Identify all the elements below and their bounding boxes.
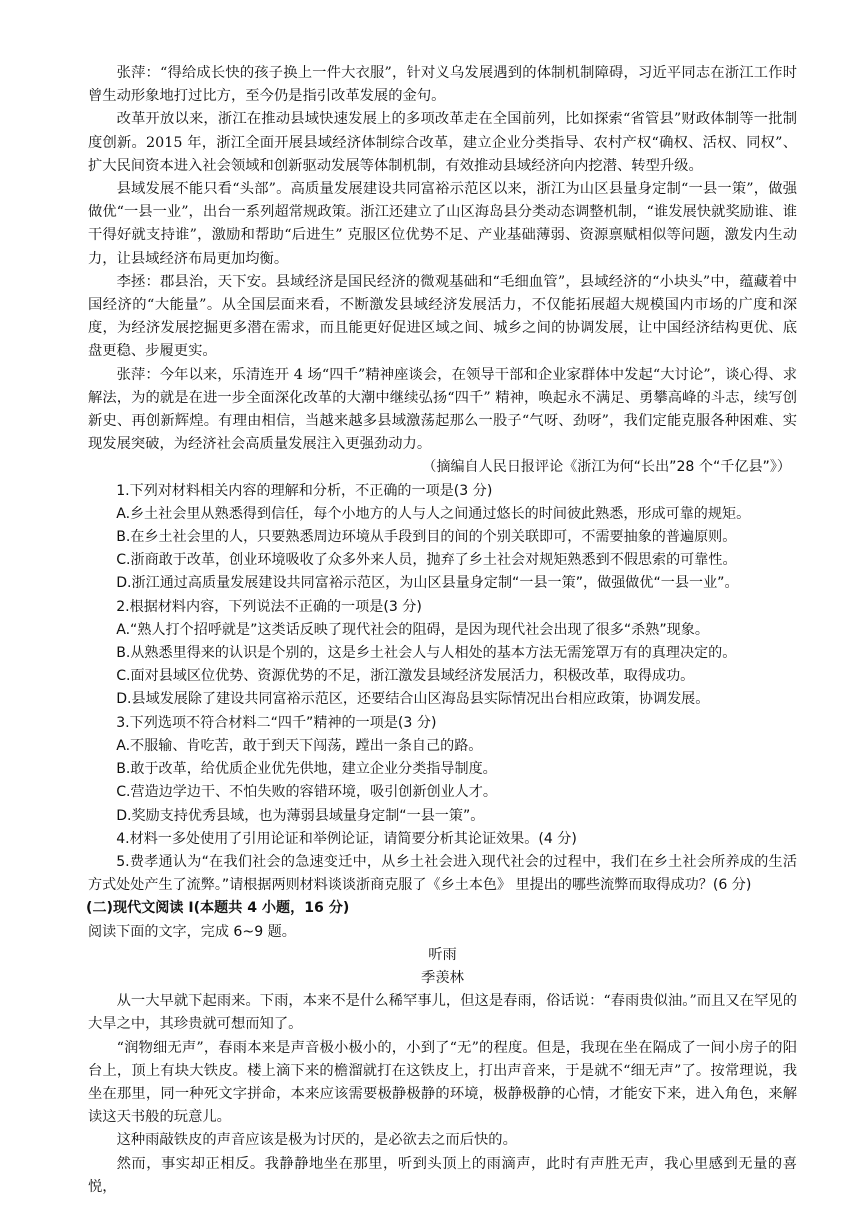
- body-paragraph: 张萍：“得给成长快的孩子换上一件大衣服”，针对义乌发展遇到的体制机制障碍，习近平同志在浙江工作时曾生动形象地打过比方，至今仍是指引改革发展的金句。: [88, 65, 797, 105]
- question-stem: 3.下列选项不符合材料二“四千”精神的一项是(3 分): [116, 714, 437, 731]
- section-heading: (二)现代文阅读 I(本题共 4 小题，16 分): [86, 900, 350, 917]
- essay-paragraph: “润物细无声”，春雨本来是声音极小极小的，小到了“无”的程度。但是，我现在坐在隔成了一间小房子的阳台上，顶上有块大铁皮。楼上滴下来的檐溜就打在这铁皮上，打出声音来，于是就不“细无声”了。按常理说，我坐在那里，同一种死文字拼命，本来应该需要极静极静的环境，极静极静的心情，才能安下来，进入角色，来解读这天书般的玩意儿。: [88, 1039, 797, 1126]
- body-paragraph: 李拯：郡县治，天下安。县域经济是国民经济的微观基础和“毛细血管”，县域经济的“小块头”中，蕴藏着中国经济的“大能量”。从全国层面来看，不断激发县域经济发展活力，不仅能拓展超大规模国内市场的广度和深度，为经济发展挖掘更多潜在需求，而且能更好促进区域之间、城乡之间的协调发展，让中国经济结构更优、底盘更稳、步履更实。: [88, 273, 797, 360]
- question-list: [88, 480, 797, 898]
- body-paragraph: 改革开放以来，浙江在推动县域快速发展上的多项改革走在全国前列，比如探索“省管县”财政体制等一批制度创新。2015 年，浙江全面开展县域经济体制综合改革，建立企业分类指导、农村产权“确权、活权、同权”、扩大民间资本进入社会领域和创新驱动发展等体制机制，有效推动县域经济向内挖潜、转型升级。: [88, 111, 797, 174]
- essay-body: [88, 990, 797, 1199]
- answer-option: B.敢于改革，给优质企业优先供地，建立企业分类指导制度。: [116, 761, 497, 778]
- essay-paragraph: 从一大早就下起雨来。下雨，本来不是什么稀罕事儿，但这是春雨，俗话说：“春雨贵似油。”而且又在罕见的大旱之中，其珍贵就可想而知了。: [88, 993, 797, 1033]
- body-paragraph: 县域发展不能只看“头部”。高质量发展建设共同富裕示范区以来，浙江为山区县量身定制“一县一策”，做强做优“一县一业”，出台一系列超常规政策。浙江还建立了山区海岛县分类动态调整机制，“谁发展快就奖励谁、谁干得好就支持谁”，激励和帮助“后进生” 克服区位优势不足、产业基础薄弱、资源禀赋相似等问题，激发内生动力，让县域经济布局更加均衡。: [88, 181, 797, 267]
- reading-instruction: 阅读下面的文字，完成 6~9 题。: [88, 923, 296, 940]
- answer-option: D.浙江通过高质量发展建设共同富裕示范区，为山区县量身定制“一县一策”，做强做优“一县一业”。: [116, 575, 739, 592]
- answer-option: A.不服输、肯吃苦，敢于到天下闯荡，蹚出一条自己的路。: [116, 737, 483, 754]
- answer-option: C.浙商敢于改革，创业环境吸收了众多外来人员，抛弃了乡土社会对规矩熟悉到不假思索的可靠性。: [116, 552, 737, 569]
- material-two-body: [88, 62, 797, 456]
- question-stem: 1.下列对材料相关内容的理解和分析，不正确的一项是(3 分): [116, 482, 493, 499]
- essay-paragraph: 然而，事实却正相反。我静静地坐在那里，听到头顶上的雨滴声，此时有声胜无声，我心里感到无量的喜悦，: [88, 1155, 797, 1195]
- essay-title: 听雨: [428, 946, 457, 963]
- question-stem: 4.材料一多处使用了引用论证和举例论证，请简要分析其论证效果。(4 分): [116, 830, 577, 847]
- essay-paragraph: 这种雨敲铁皮的声音应该是极为讨厌的，是必欲去之而后快的。: [116, 1132, 517, 1149]
- answer-option: C.面对县域区位优势、资源优势的不足，浙江激发县域经济发展活力，积极改革，取得成功。: [116, 668, 695, 685]
- answer-option: A.“熟人打个招呼就是”这类话反映了现代社会的阻碍，是因为现代社会出现了很多“杀熟”现象。: [116, 621, 709, 638]
- answer-option: B.从熟悉里得来的认识是个别的，这是乡土社会人与人相处的基本方法无需笼罩万有的真理决定的。: [116, 645, 737, 662]
- essay-author: 季羡林: [421, 969, 464, 986]
- answer-option: A.乡土社会里从熟悉得到信任，每个小地方的人与人之间通过悠长的时间彼此熟悉，形成可靠的规矩。: [116, 505, 751, 522]
- body-paragraph: 张萍：今年以来，乐清连开 4 场“四千”精神座谈会，在领导干部和企业家群体中发起“大讨论”，谈心得、求解法，为的就是在进一步全面深化改革的大潮中继续弘扬“四千” 精神，唤起永不满足、勇攀高峰的斗志，续写创新史、再创新辉煌。有理由相信，当越来越多县域激荡起那么一股子“气呀、劲呀”，我们定能克服各种困难、实现发展突破，为经济社会高质量发展注入更强劲动力。: [88, 366, 797, 453]
- answer-option: B.在乡土社会里的人，只要熟悉周边环境从手段到目的间的个别关联即可，不需要抽象的普遍原则。: [116, 529, 737, 546]
- answer-option: D.县域发展除了建设共同富裕示范区，还要结合山区海岛县实际情况出台相应政策，协调发展。: [116, 691, 710, 708]
- question-stem: 2.根据材料内容，下列说法不正确的一项是(3 分): [116, 598, 422, 615]
- answer-option: C.营造边学边干、不怕失败的容错环境，吸引创新创业人才。: [116, 784, 497, 801]
- answer-option: D.奖励支持优秀县域，也为薄弱县域量身定制“一县一策”。: [116, 807, 485, 824]
- source-note: （摘编自人民日报评论《浙江为何“长出”28 个“千亿县”》）: [422, 459, 791, 476]
- question-stem: 5.费孝通认为“在我们社会的急速变迁中，从乡土社会进入现代社会的过程中，我们在乡土社会所养成的生活方式处处产生了流弊。”请根据两则材料谈谈浙商克服了《乡土本色》 里提出的哪些流弊而取得成功？(6 分): [88, 853, 797, 894]
